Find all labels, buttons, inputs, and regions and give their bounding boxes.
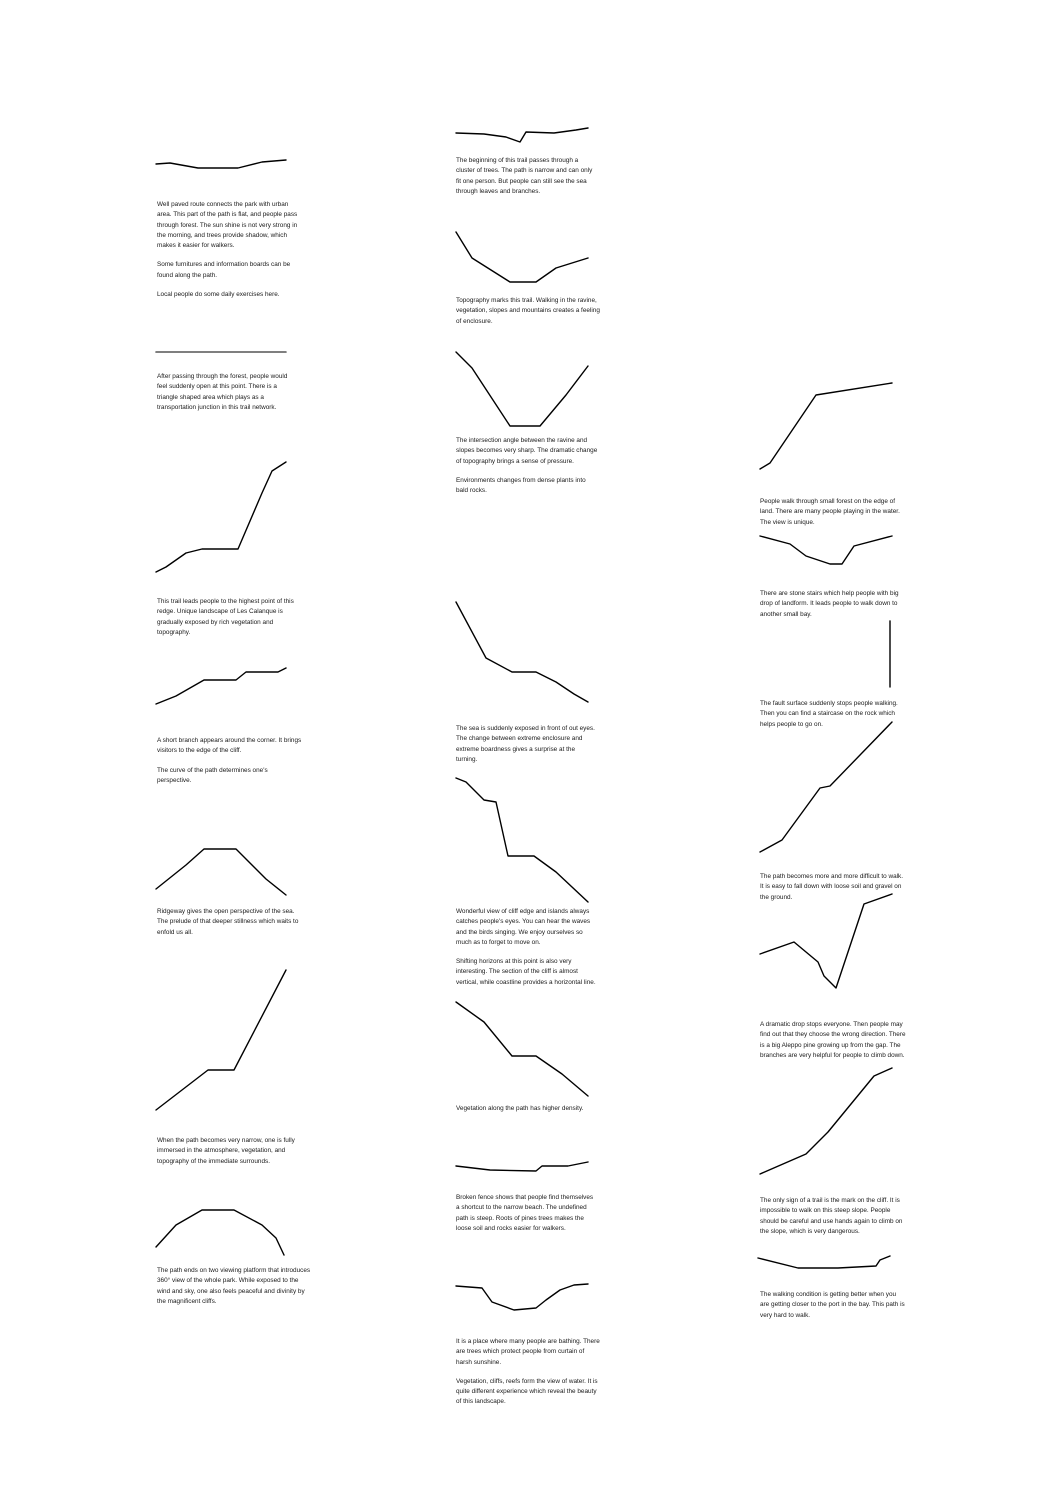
- terrain-profile: [156, 847, 288, 899]
- caption-paragraph: When the path becomes very narrow, one is fully immersed in the atmosphere, vegetation, and topography of the immediate surrounds.: [157, 1137, 295, 1165]
- terrain-profile: [156, 160, 288, 172]
- profile-line: [156, 668, 286, 704]
- caption-paragraph: Topography marks this trail. Walking in the ravine, vegetation, slopes and mountains creates a feeling of enclosure.: [456, 297, 600, 325]
- caption-paragraph: People walk through small forest on the edge of land. There are many people playing in the water. The view is unique.: [760, 498, 900, 526]
- section-description: [760, 1196, 910, 1246]
- section-description: [157, 736, 302, 795]
- profile-line: [456, 352, 588, 426]
- terrain-profile: [760, 621, 894, 689]
- terrain-profile: [760, 534, 894, 568]
- section-description: [456, 436, 598, 505]
- section-description: [760, 1020, 910, 1070]
- profile-line: [156, 1210, 284, 1255]
- terrain-profile: [760, 892, 894, 992]
- caption-paragraph: Vegetation along the path has higher density.: [456, 1105, 584, 1112]
- section-description: [456, 1193, 598, 1243]
- caption-paragraph: The only sign of a trail is the mark on the cliff. It is impossible to walk on this steep slope. People should be careful and use hands again to climb on the slope, which is very dangerous.: [760, 1197, 903, 1235]
- section-description: [760, 1290, 905, 1330]
- profile-line: [760, 894, 892, 988]
- caption-paragraph: The sea is suddenly exposed in front of out eyes. The change between extreme enclosure and extreme boardness gives a surprise at the turning.: [456, 725, 595, 763]
- section-description: [157, 372, 299, 422]
- section-description: [456, 156, 596, 206]
- terrain-profile: [156, 460, 288, 576]
- caption-paragraph: It is a place where many people are bathing. There are trees which protect people from curtain of harsh sunshine.: [456, 1338, 600, 1366]
- profile-line: [156, 462, 286, 572]
- profile-line: [456, 232, 588, 282]
- caption-paragraph: The intersection angle between the ravine and slopes becomes very sharp. The dramatic change of topography brings a sense of pressure.: [456, 437, 598, 465]
- caption-paragraph: The path becomes more and more difficult to walk. It is easy to fall down with loose soil and gravel on the ground.: [760, 873, 904, 901]
- caption-paragraph: The curve of the path determines one's perspective.: [157, 766, 268, 784]
- caption-paragraph: Environments changes from dense plants into bald rocks.: [456, 476, 586, 495]
- profile-line: [760, 536, 892, 564]
- terrain-profile: [456, 350, 590, 430]
- caption-paragraph: Some furnitures and information boards can be found along the path.: [157, 261, 291, 279]
- section-description: [157, 1266, 313, 1316]
- caption-paragraph: Wonderful view of cliff edge and islands always catches people's eyes. You can hear the waves and the birds singing. We enjoy ourselves so much as to forget to move on.: [456, 908, 591, 946]
- section-description: [456, 1104, 598, 1123]
- terrain-profile: [456, 776, 590, 906]
- caption-paragraph: A short branch appears around the corner. It brings visitors to the edge of the cliff.: [157, 737, 302, 755]
- terrain-profile: [156, 668, 288, 708]
- profile-line: [760, 1068, 892, 1174]
- profile-line: [456, 1002, 588, 1096]
- caption-paragraph: This trail leads people to the highest point of this redge. Unique landscape of Les Calanque is gradually exposed by rich vegetation and topography.: [157, 598, 294, 636]
- terrain-profile: [456, 600, 590, 706]
- section-description: [456, 1337, 601, 1417]
- profile-line: [456, 1284, 588, 1310]
- caption-paragraph: A dramatic drop stops everyone. Then people may find out that they choose the wrong direction. There is a big Aleppo pine growing up from the gap. The branches are very helpful for people to climb down.: [760, 1021, 906, 1059]
- caption-paragraph: Shifting horizons at this point is also very interesting. The section of the cliff is almost vertical, while coastline provides a horizontal line.: [456, 958, 596, 986]
- terrain-profile: [456, 1162, 590, 1176]
- caption-paragraph: Broken fence shows that people find themselves a shortcut to the narrow beach. The undefined path is steep. Roots of pines trees makes the loose soil and rocks easier for walkers.: [456, 1194, 594, 1232]
- profile-line: [456, 1162, 588, 1171]
- caption-paragraph: Ridgeway gives the open perspective of the sea. The prelude of that deeper stillness which waits to enfold us all.: [157, 908, 299, 936]
- caption-paragraph: The beginning of this trail passes through a cluster of trees. The path is narrow and can only fit one person. But people can still see the sea through leaves and branches.: [456, 157, 593, 195]
- section-description: [157, 200, 299, 309]
- section-description: [760, 497, 905, 537]
- terrain-profile: [156, 350, 288, 356]
- section-description: [157, 907, 299, 947]
- terrain-profile: [760, 1066, 894, 1178]
- terrain-profile: [456, 230, 590, 286]
- section-description: [456, 724, 598, 774]
- section-description: [157, 597, 299, 647]
- caption-paragraph: The walking condition is getting better when you are getting closer to the port in the bay. This path is very hard to walk.: [760, 1291, 905, 1319]
- profile-line: [156, 160, 286, 168]
- caption-paragraph: The path ends on two viewing platform that introduces 360° view of the whole park. While exposed to the wind and sky, one also feels peaceful and divinity by the magnificent cliffs.: [157, 1267, 311, 1305]
- caption-paragraph: After passing through the forest, people would feel suddenly open at this point. There is a triangle shaped area which plays as a transportation junction in this trail network.: [157, 373, 288, 411]
- caption-paragraph: The fault surface suddenly stops people walking. Then you can find a staircase on the rock which helps people to go on.: [760, 700, 898, 728]
- terrain-profile: [156, 970, 288, 1114]
- profile-line: [156, 970, 286, 1110]
- profile-line: [456, 128, 588, 142]
- section-description: [456, 296, 601, 336]
- section-description: [157, 1136, 299, 1176]
- caption-paragraph: Well paved route connects the park with urban area. This part of the path is flat, and people pass through forest. The sun shine is not very strong in the morning, and trees provide shadow, which makes it easier for walkers.: [157, 201, 298, 250]
- caption-paragraph: Vegetation, cliffs, reefs form the view of water. It is quite different experience which reveal the beauty of this landscape.: [456, 1377, 598, 1406]
- terrain-profile: [456, 1000, 590, 1100]
- profile-line: [760, 383, 892, 469]
- terrain-profile: [156, 1192, 288, 1260]
- profile-line: [760, 722, 892, 852]
- terrain-profile: [456, 128, 590, 146]
- caption-paragraph: There are stone stairs which help people with big drop of landform. It leads people to walk down to another small bay.: [760, 590, 899, 618]
- profile-line: [758, 1256, 890, 1268]
- terrain-profile: [760, 720, 894, 856]
- caption-paragraph: Local people do some daily exercises here.: [157, 291, 280, 299]
- section-description: [456, 907, 598, 997]
- profile-line: [156, 849, 286, 895]
- profile-line: [456, 778, 588, 902]
- terrain-profile: [758, 1256, 892, 1272]
- profile-line: [456, 602, 588, 702]
- terrain-profile: [760, 381, 894, 473]
- terrain-profile: [456, 1282, 590, 1316]
